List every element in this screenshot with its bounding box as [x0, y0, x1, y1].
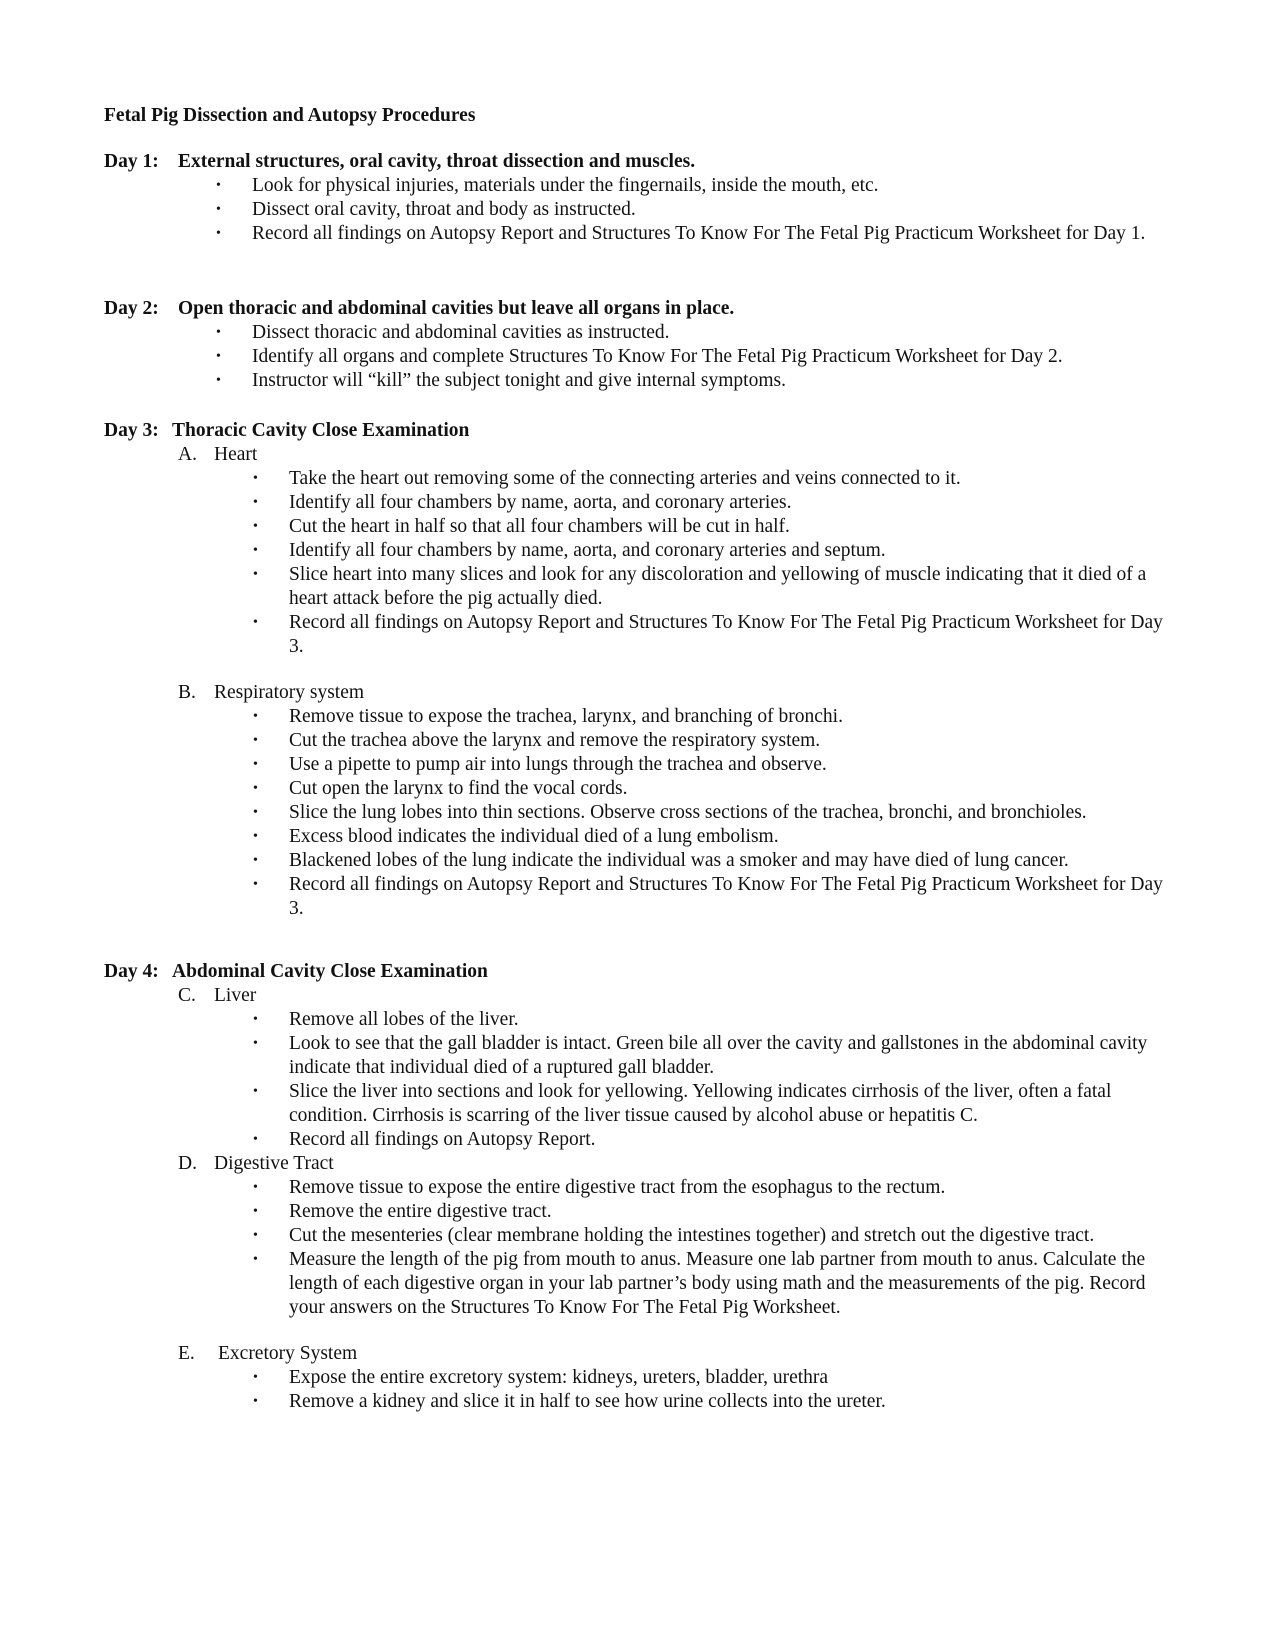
bullet-icon: •	[253, 1012, 258, 1027]
day4-heading-text: Abdominal Cavity Close Examination	[172, 961, 488, 982]
day4-label: Day 4:	[104, 961, 159, 982]
day2-section	[0, 297, 1275, 393]
list-item: • Record all findings on Autopsy Report and Structures To Know For The Fetal Pig Practicum Worksheet for Day 1.	[216, 223, 1146, 244]
list-item: • Dissect thoracic and abdominal cavities as instructed.	[216, 322, 670, 343]
list-item: • Remove tissue to expose the trachea, larynx, and branching of bronchi.	[253, 706, 843, 727]
day2-heading	[0, 297, 1275, 321]
list-item: • Record all findings on Autopsy Report.	[253, 1129, 596, 1150]
list-item: • Record all findings on Autopsy Report and Structures To Know For The Fetal Pig Practicum Worksheet for Day 3.	[253, 874, 1163, 919]
digestive-letter: D.	[178, 1153, 197, 1174]
day1-heading-text: External structures, oral cavity, throat dissection and muscles.	[178, 151, 696, 172]
list-item: • Remove all lobes of the liver.	[253, 1009, 519, 1030]
bullet-icon: •	[216, 178, 221, 193]
bullet-icon: •	[216, 349, 221, 364]
bullet-icon: •	[253, 543, 258, 558]
bullet-icon: •	[216, 202, 221, 217]
bullet-icon: •	[253, 1180, 258, 1195]
list-item: • Remove a kidney and slice it in half to see how urine collects into the ureter.	[253, 1391, 886, 1412]
bullet-icon: •	[253, 1084, 258, 1099]
liver-name: Liver	[214, 985, 257, 1006]
list-item: • Blackened lobes of the lung indicate the individual was a smoker and may have died of lung cancer.	[253, 850, 1069, 871]
list-item: • Instructor will “kill” the subject tonight and give internal symptoms.	[216, 370, 786, 391]
bullet-icon: •	[253, 1370, 258, 1385]
day2-heading-text: Open thoracic and abdominal cavities but leave all organs in place.	[178, 298, 735, 319]
respiratory-letter: B.	[178, 682, 196, 703]
excretory-subheading	[0, 1342, 1275, 1366]
excretory-letter: E.	[178, 1343, 195, 1364]
bullet-icon: •	[253, 519, 258, 534]
excretory-name: Excretory System	[218, 1343, 358, 1364]
day3-section	[0, 419, 1275, 921]
day2-label: Day 2:	[104, 298, 159, 319]
bullet-icon: •	[216, 325, 221, 340]
day3-heading-text: Thoracic Cavity Close Examination	[172, 420, 470, 441]
bullet-icon: •	[253, 1228, 258, 1243]
bullet-icon: •	[253, 567, 258, 582]
list-item: • Slice the lung lobes into thin sections. Observe cross sections of the trachea, bronchi, and bronchioles.	[253, 802, 1087, 823]
day2-list	[0, 321, 1275, 393]
document-title: Fetal Pig Dissection and Autopsy Procedures	[104, 105, 476, 126]
list-item: • Look to see that the gall bladder is intact. Green bile all over the cavity and gallstones in the abdominal cavity indicate that individual died of a ruptured gall bladder.	[253, 1033, 1148, 1078]
list-item: • Slice the liver into sections and look for yellowing. Yellowing indicates cirrhosis of the liver, often a fatal condition. Cirrhosis is scarring of the liver tissue caused by alcohol abuse or hepatitis C.	[253, 1081, 1112, 1126]
day1-label: Day 1:	[104, 151, 159, 172]
respiratory-list	[0, 705, 1275, 921]
bullet-icon: •	[216, 226, 221, 241]
bullet-icon: •	[216, 373, 221, 388]
list-item: • Excess blood indicates the individual died of a lung embolism.	[253, 826, 779, 847]
liver-list	[0, 1008, 1275, 1152]
bullet-icon: •	[253, 853, 258, 868]
day3-heading	[0, 419, 1275, 443]
liver-subheading	[0, 984, 1275, 1008]
bullet-icon: •	[253, 471, 258, 486]
list-item: • Remove tissue to expose the entire digestive tract from the esophagus to the rectum.	[253, 1177, 946, 1198]
bullet-icon: •	[253, 757, 258, 772]
respiratory-subheading	[0, 681, 1275, 705]
list-item: • Slice heart into many slices and look for any discoloration and yellowing of muscle indicating that it died of a heart attack before the pig actually died.	[253, 564, 1147, 609]
bullet-icon: •	[253, 805, 258, 820]
list-item: • Cut the mesenteries (clear membrane holding the intestines together) and stretch out the digestive tract.	[253, 1225, 1095, 1246]
digestive-subheading	[0, 1152, 1275, 1176]
digestive-name: Digestive Tract	[214, 1153, 334, 1174]
day4-heading	[0, 960, 1275, 984]
day1-list	[0, 174, 1275, 246]
heart-subheading	[0, 443, 1275, 467]
list-item: • Look for physical injuries, materials under the fingernails, inside the mouth, etc.	[216, 175, 879, 196]
heart-letter: A.	[178, 444, 197, 465]
list-item: • Identify all four chambers by name, aorta, and coronary arteries.	[253, 492, 792, 513]
list-item: • Expose the entire excretory system: kidneys, ureters, bladder, urethra	[253, 1367, 829, 1388]
day1-heading	[0, 150, 1275, 174]
list-item: • Remove the entire digestive tract.	[253, 1201, 552, 1222]
excretory-list	[0, 1366, 1275, 1414]
list-item: • Cut the heart in half so that all four chambers will be cut in half.	[253, 516, 790, 537]
list-item: • Use a pipette to pump air into lungs through the trachea and observe.	[253, 754, 827, 775]
digestive-list	[0, 1176, 1275, 1320]
day1-section	[0, 150, 1275, 246]
bullet-icon: •	[253, 781, 258, 796]
respiratory-name: Respiratory system	[214, 682, 365, 703]
bullet-icon: •	[253, 877, 258, 892]
bullet-icon: •	[253, 709, 258, 724]
day3-label: Day 3:	[104, 420, 159, 441]
bullet-icon: •	[253, 1394, 258, 1409]
list-item: • Cut the trachea above the larynx and remove the respiratory system.	[253, 730, 821, 751]
heart-name: Heart	[214, 444, 258, 465]
bullet-icon: •	[253, 495, 258, 510]
list-item: • Cut open the larynx to find the vocal cords.	[253, 778, 628, 799]
list-item: • Measure the length of the pig from mouth to anus. Measure one lab partner from mouth to anus. Calculate the length of each digestive organ in your lab partner’s body using math and the measurements of the pig. Record your answers on the Structures To Know For The Fetal Pig Worksheet.	[253, 1249, 1146, 1318]
bullet-icon: •	[253, 1204, 258, 1219]
bullet-icon: •	[253, 615, 258, 630]
bullet-icon: •	[253, 1036, 258, 1051]
bullet-icon: •	[253, 1252, 258, 1267]
bullet-icon: •	[253, 829, 258, 844]
list-item: • Record all findings on Autopsy Report and Structures To Know For The Fetal Pig Practicum Worksheet for Day 3.	[253, 612, 1163, 657]
day4-section	[0, 960, 1275, 1414]
liver-letter: C.	[178, 985, 196, 1006]
bullet-icon: •	[253, 1132, 258, 1147]
list-item: • Take the heart out removing some of the connecting arteries and veins connected to it.	[253, 468, 961, 489]
heart-list	[0, 467, 1275, 659]
list-item: • Identify all organs and complete Structures To Know For The Fetal Pig Practicum Worksheet for Day 2.	[216, 346, 1063, 367]
bullet-icon: •	[253, 733, 258, 748]
list-item: • Dissect oral cavity, throat and body as instructed.	[216, 199, 636, 220]
list-item: • Identify all four chambers by name, aorta, and coronary arteries and septum.	[253, 540, 886, 561]
